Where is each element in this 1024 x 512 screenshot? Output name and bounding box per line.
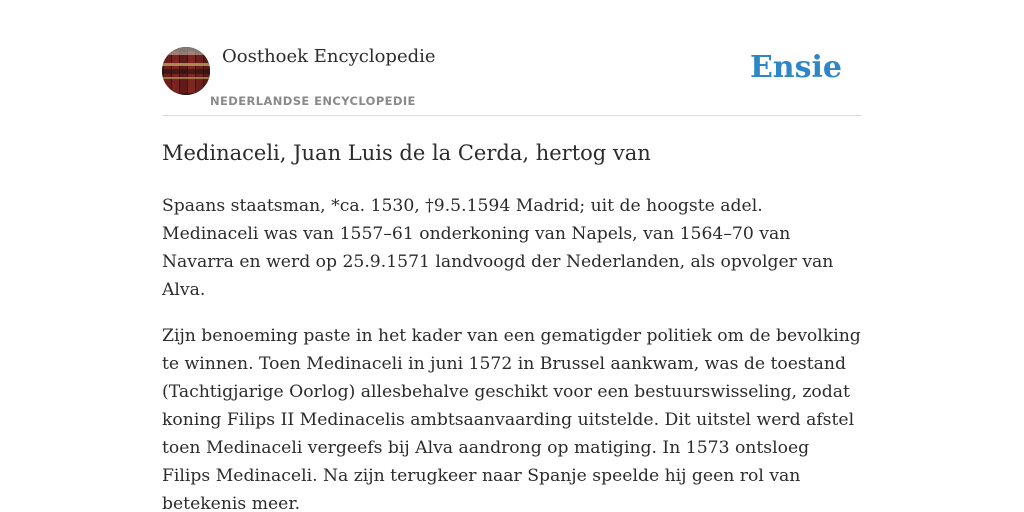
article-paragraph: Spaans staatsman, *ca. 1530, †9.5.1594 Madrid; uit de hoogste adel. Medinaceli was van 1557–61 onderkoning van Napels, van 1564–70 van Navarra en werd op 25.9.1571 landvoogd der Nederlanden, als opvolger van Alva. xyxy=(162,196,834,300)
site-header xyxy=(162,44,862,116)
page-title: Medinaceli, Juan Luis de la Cerda, hertog van xyxy=(162,141,651,165)
site-name[interactable]: Oosthoek Encyclopedie xyxy=(222,46,436,67)
brand-logo[interactable]: Ensie xyxy=(749,50,842,85)
site-subtitle: NEDERLANDSE ENCYCLOPEDIE xyxy=(210,94,416,108)
header-divider xyxy=(162,115,862,116)
article-body xyxy=(162,192,862,512)
article-paragraph: Zijn benoeming paste in het kader van een gematigder politiek om de bevolking te winnen. Toen Medinaceli in juni 1572 in Brussel aankwam, was de toestand (Tachtigjarige Oorlog) allesbehalve geschikt voor een bestuurswisseling, zodat koning Filips II Medinacelis ambtsaanvaarding uitstelde. Dit uitstel werd afstel toen Medinaceli vergeefs bij Alva aandrong op matiging. In 1573 ontsloeg Filips Medinaceli. Na zijn terugkeer naar Spanje speelde hij geen rol van betekenis meer. xyxy=(162,326,861,512)
encyclopedia-books-icon[interactable] xyxy=(162,47,210,95)
